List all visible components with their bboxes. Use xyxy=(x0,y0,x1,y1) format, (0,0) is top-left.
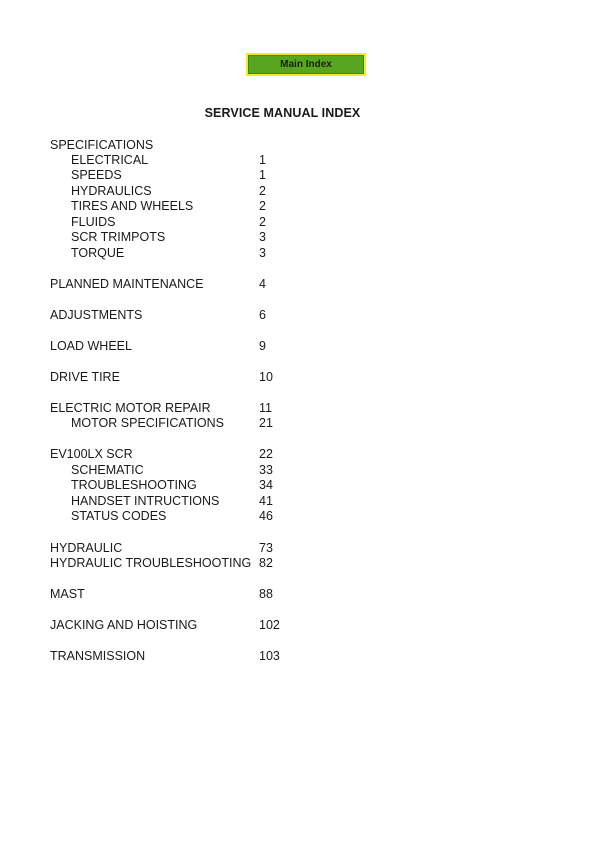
index-entry-page: 88 xyxy=(259,587,273,601)
index-entry-label[interactable]: ELECTRIC MOTOR REPAIR xyxy=(50,401,211,415)
index-entry-label[interactable]: SCR TRIMPOTS xyxy=(71,230,166,244)
index-entry-page: 11 xyxy=(259,401,272,415)
index-entry-label[interactable]: SCHEMATIC xyxy=(71,463,144,477)
index-entry-page: 3 xyxy=(259,246,266,260)
index-entry-label[interactable]: HYDRAULIC xyxy=(50,541,123,555)
index-entry-label[interactable]: HYDRAULIC TROUBLESHOOTING xyxy=(50,556,252,570)
index-entry-page: 2 xyxy=(259,199,266,213)
index-entry-label[interactable]: FLUIDS xyxy=(71,215,116,229)
index-entry-label[interactable]: SPECIFICATIONS xyxy=(50,138,154,152)
page-title: SERVICE MANUAL INDEX xyxy=(204,106,361,120)
index-entry-label[interactable]: TIRES AND WHEELS xyxy=(71,199,194,213)
index-entry-label[interactable]: DRIVE TIRE xyxy=(50,370,120,384)
index-entry-label[interactable]: SPEEDS xyxy=(71,168,122,182)
index-entry-page: 1 xyxy=(259,153,266,167)
index-entry-label[interactable]: TORQUE xyxy=(71,246,125,260)
index-entry-page: 22 xyxy=(259,447,273,461)
index-entry-page: 4 xyxy=(259,277,266,291)
index-entry-page: 10 xyxy=(259,370,273,384)
index-entry-page: 34 xyxy=(259,478,273,492)
index-entry-label[interactable]: TROUBLESHOOTING xyxy=(71,478,197,492)
index-entry-page: 33 xyxy=(259,463,273,477)
index-entry-label[interactable]: HANDSET INTRUCTIONS xyxy=(71,494,220,508)
index-entry-label[interactable]: TRANSMISSION xyxy=(50,649,146,663)
index-entry-label[interactable]: MOTOR SPECIFICATIONS xyxy=(71,416,225,430)
index-entry-label[interactable]: LOAD WHEEL xyxy=(50,339,132,353)
index-entry-label[interactable]: PLANNED MAINTENANCE xyxy=(50,277,204,291)
index-entry-page: 2 xyxy=(259,184,266,198)
index-entry-page: 3 xyxy=(259,230,266,244)
index-entry-label[interactable]: STATUS CODES xyxy=(71,509,167,523)
index-entry-label[interactable]: MAST xyxy=(50,587,85,601)
index-entry-page: 41 xyxy=(259,494,273,508)
index-entry-page: 1 xyxy=(259,168,266,182)
index-entry-label[interactable]: JACKING AND HOISTING xyxy=(50,618,198,632)
index-entry-page: 82 xyxy=(259,556,273,570)
index-entry-label[interactable]: EV100LX SCR xyxy=(50,447,133,461)
index-entry-label[interactable]: HYDRAULICS xyxy=(71,184,152,198)
index-entry-page: 6 xyxy=(259,308,266,322)
index-entry-label[interactable]: ADJUSTMENTS xyxy=(50,308,143,322)
index-entry-page: 2 xyxy=(259,215,266,229)
index-entry-page: 9 xyxy=(259,339,266,353)
index-entry-page: 21 xyxy=(259,416,273,430)
index-entry-page: 73 xyxy=(259,541,273,555)
index-entry-page: 46 xyxy=(259,509,273,523)
index-entry-label[interactable]: ELECTRICAL xyxy=(71,153,149,167)
index-entry-page: 103 xyxy=(259,649,280,663)
main-index-button[interactable]: Main Index xyxy=(246,53,366,76)
index-entry-page: 102 xyxy=(259,618,280,632)
